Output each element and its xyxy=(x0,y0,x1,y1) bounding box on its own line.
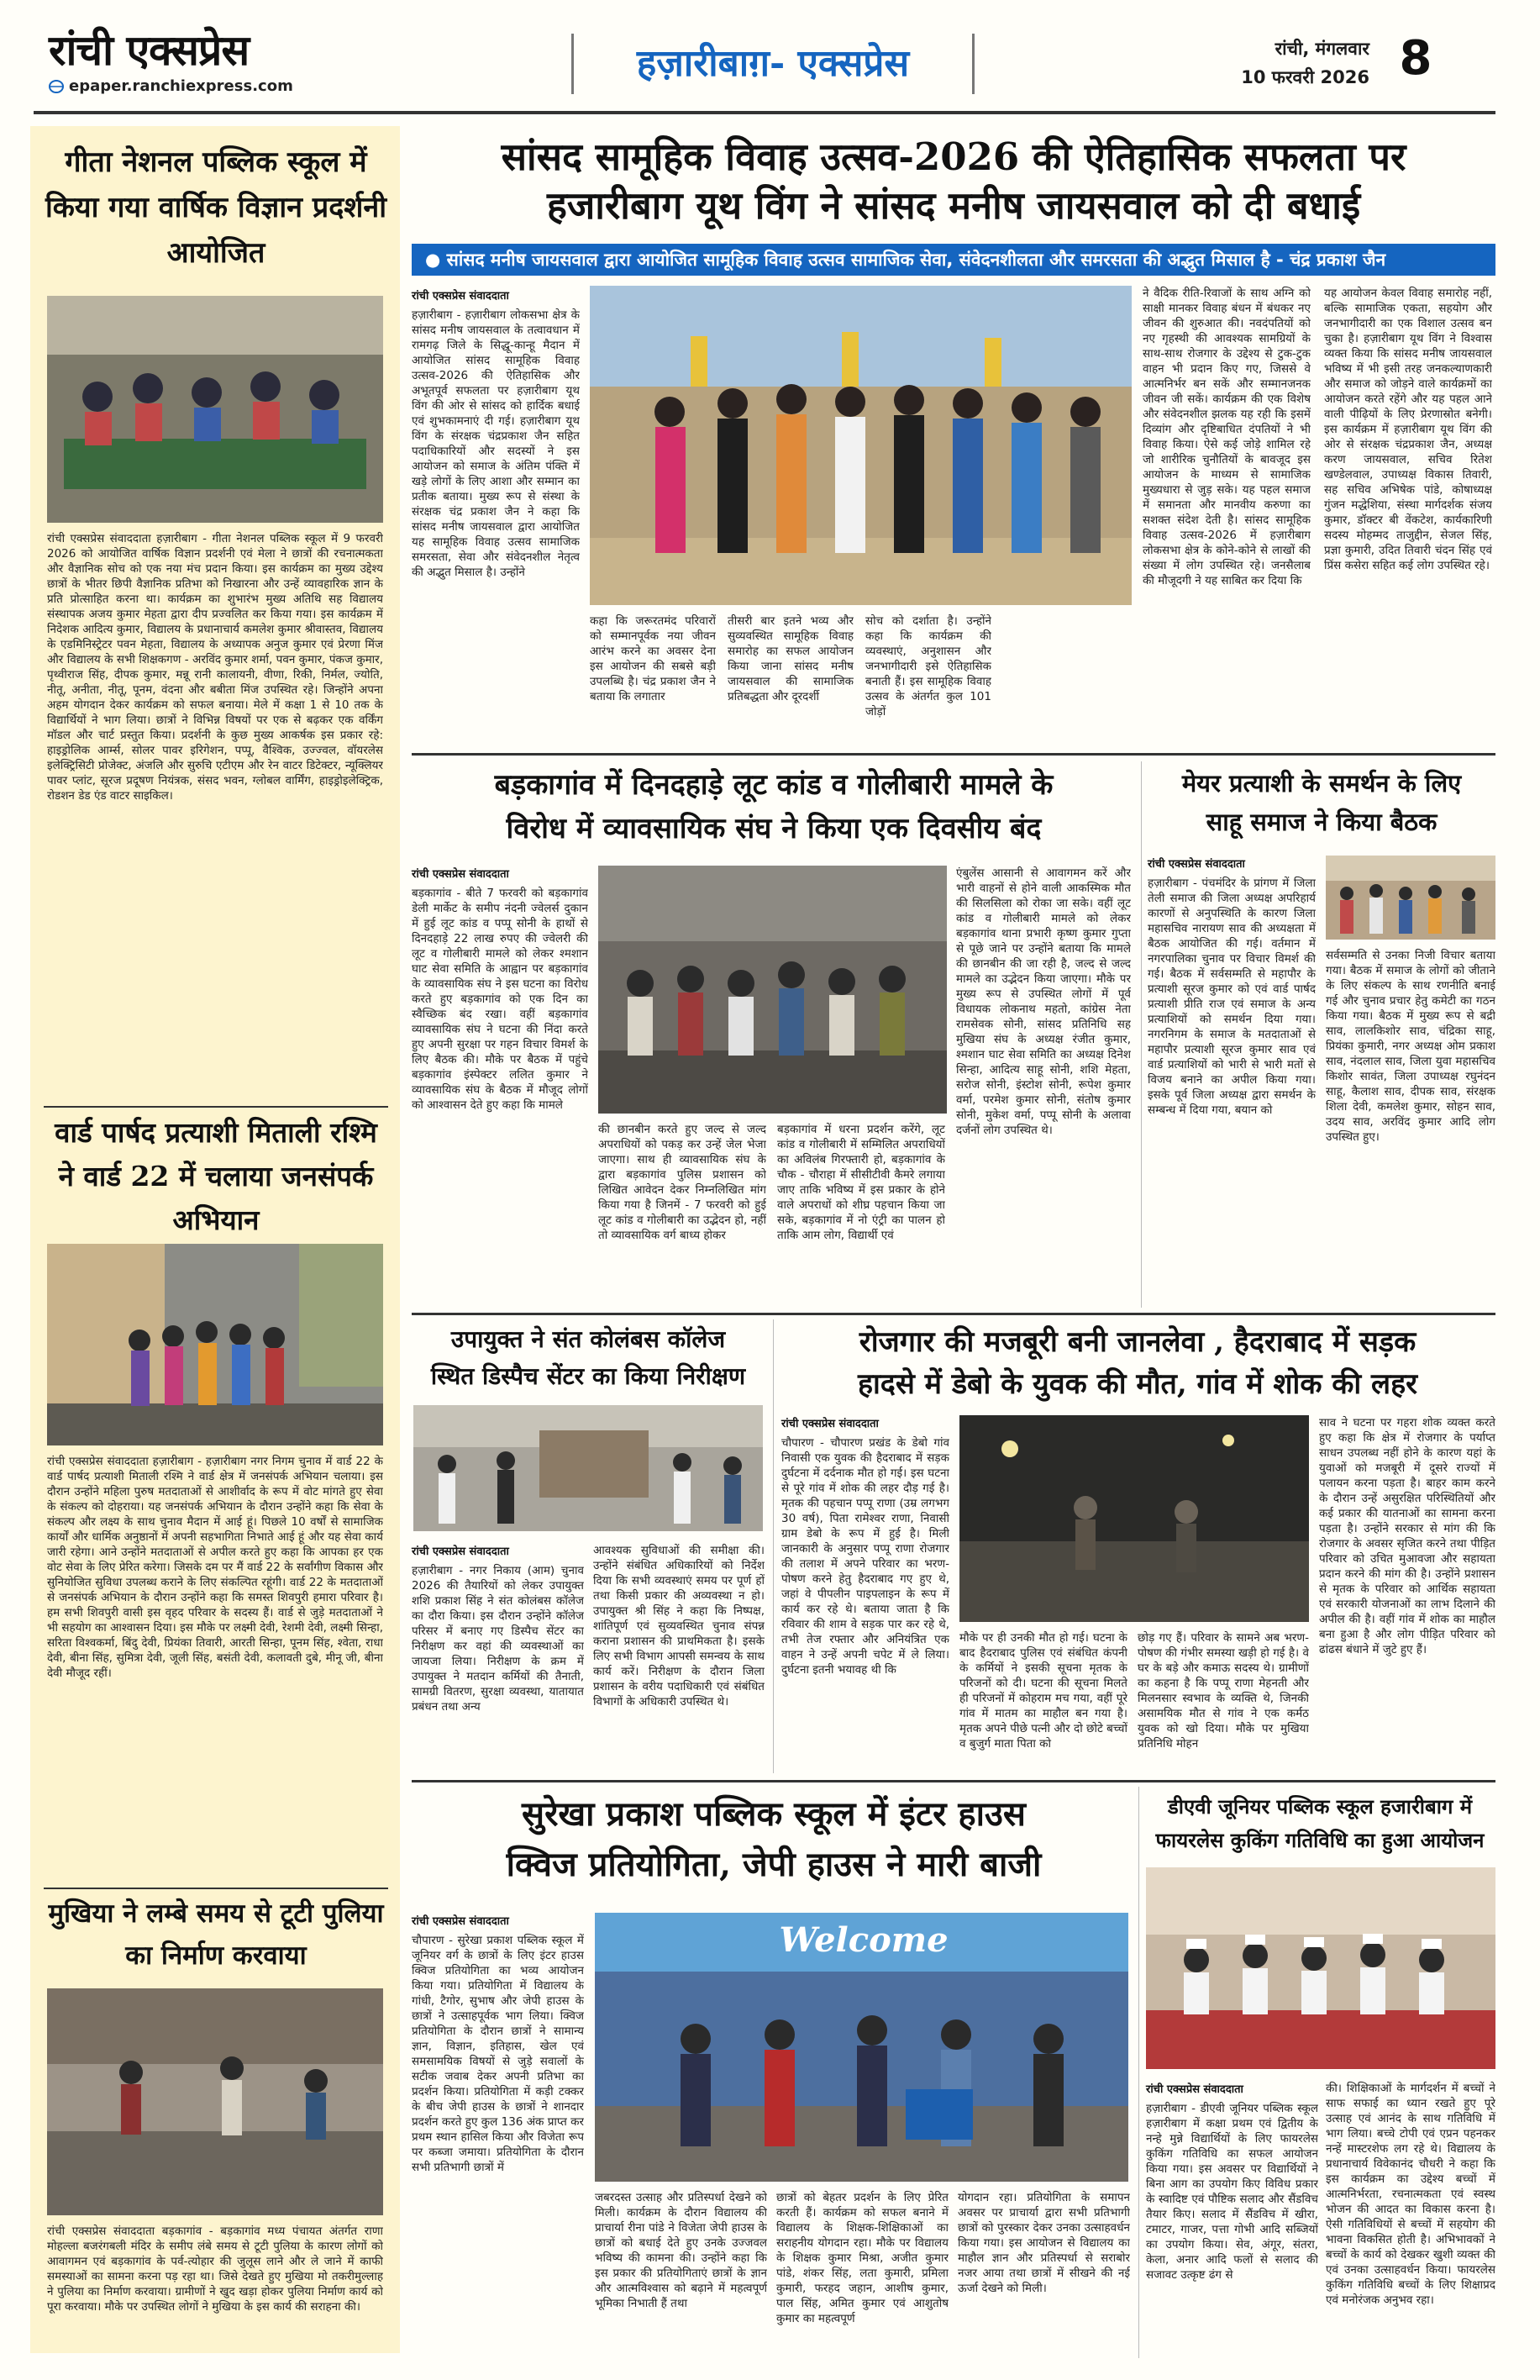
fireless-cooking-photo xyxy=(1146,1867,1495,2069)
mayor-headline-line2: साहू समाज ने किया बैठक xyxy=(1206,808,1438,836)
ward-campaign-photo xyxy=(47,1244,383,1445)
page-number: 8 xyxy=(1399,31,1432,86)
lead-headline-line2: हजारीबाग यूथ विंग ने सांसद मनीष जायसवाल को दी बधाई xyxy=(546,183,1361,228)
welcome-banner: Welcome xyxy=(779,1920,949,1960)
youth-wing-group-photo xyxy=(590,286,1132,605)
barkagaon-headline-line1: बड़कागांव में दिनदहाड़े लूट कांड व गोलीबारी मामले के xyxy=(494,768,1054,802)
dav-byline: रांची एक्सप्रेस संवाददाता xyxy=(1146,2083,1243,2096)
barkagaon-byline: रांची एक्सप्रेस संवाददाता xyxy=(412,868,509,881)
science-exhibition-photo xyxy=(47,296,383,523)
dc-inspection-headline-line2: स्थित डिस्पैच सेंटर का किया निरीक्षण xyxy=(430,1362,746,1390)
barkagaon-body-col3: बड़कागांव में धरना प्रदर्शन करेंगे, लूट कांड व गोलीबारी में सम्मिलित अपराधियों का अविलंब गिरफ्तारी हो, बड़कागांव के चौक - चौराहा में सीसीटीवी कैमरे लगाया जाए ताकि भविष्य में इस प्रकार के होने वाले अपराधों को शीघ्र पहचान किया जा सके, बड़कागांव में नो एंट्री का पालन हो ताकि आम लोग, विद्यार्थी एवं xyxy=(777,1123,945,1242)
lead-body-col6: यह आयोजन केवल विवाह समारोह नहीं, बल्कि सामाजिक एकता, सहयोग और जनभागीदारी का एक विशाल उत्सव बन चुका है। हज़ारीबाग यूथ विंग ने विश्वास व्यक्त किया कि सांसद मनीष जायसवाल भविष्य में भी इसी तरह जनकल्याणकारी और समाज को जोड़ने वाले कार्यक्रमों का आयोजन करते रहेंगे और यह पहल आने वाली पीढ़ियों के लिए प्रेरणास्रोत बनेगी। इस कार्यक्रम में हज़ारीबाग यूथ विंग की ओर से संरक्षक चंद्रप्रकाश जैन, अध्यक्ष करण जायसवाल, सचिव रितेश खण्डेलवाल, उपाध्यक्ष विकास तिवारी, सह सचिव अभिषेक पांडे, कोषाध्यक्ष गुंजन मद्धेशिया, संस्था मार्गदर्शक संजय कुमार, डॉक्टर बी वेंकटेश, कार्यकारिणी सदस्य मोहम्मद ताजुद्दीन, सेजल सिंह, प्रज्ञा कुमारी, उदित तिवारी चंदन सिंह एवं प्रिंस कसेरा सहित कई लोग उपस्थित रहे। xyxy=(1324,287,1492,572)
dc-byline: रांची एक्सप्रेस संवाददाता xyxy=(412,1545,509,1558)
quiz-body-col4: योगदान रहा। प्रतियोगिता के समापन अवसर पर प्राचार्या द्वारा सभी प्रतिभागी छात्रों को पुरस्कार देकर उनका उत्साहवर्धन किया गया। इस आयोजन से विद्यालय का माहौल ज्ञान और प्रतिस्पर्धा से सराबोर नजर आया तथा छात्रों में सीखने की नई ऊर्जा देखने को मिली। xyxy=(958,2191,1130,2295)
quiz-body-col2: जबरदस्त उत्साह और प्रतिस्पर्धा देखने को मिली। कार्यक्रम के दौरान विद्यालय की प्राचार्या रीना पांडे ने विजेता जेपी हाउस के छात्रों को बधाई देते हुए उनके उज्जवल भविष्य की कामना की। उन्होंने कहा कि इस प्रकार की प्रतियोगिताएं छात्रों के ज्ञान और आत्मविश्वास को बढ़ाने में महत्वपूर्ण भूमिका निभाती हैं तथा xyxy=(595,2191,767,2310)
dav-headline-line1: डीएवी जूनियर पब्लिक स्कूल हजारीबाग में xyxy=(1167,1794,1473,1819)
story-science-exhibition-body: रांची एक्सप्रेस संवाददाता हज़ारीबाग - गीता नेशनल पब्लिक स्कूल में 9 फरवरी 2026 को आयोजित वार्षिक विज्ञान प्रदर्शनी एवं मेला ने छात्रों की रचनात्मकता और वैज्ञानिक सोच को एक नया मंच प्रदान किया। इस कार्यक्रम का मुख्य उद्देश्य छात्रों के भीतर छिपी वैज्ञानिक प्रतिभा को निखारना और उन्हें व्यावहारिक ज्ञान के प्रति प्रोत्साहित करना था। कार्यक्रम का शुभारंभ मुख्य अतिथि सह विद्यालय संस्थापक अजय कुमार मेहता द्वारा दीप प्रज्वलित कर किया गया। इस कार्यक्रम में निदेशक आदित्य कुमार, विद्यालय के प्रधानाचार्य कमलेश कुमार श्रीवास्तव, विद्यालय के एडमिनिस्ट्रेटर पवन मेहता, विद्यालय के अध्यापक अनुज कुमार एवं प्रेरणा मिंज और विद्यालय के सभी शिक्षकगण - अरविंद कुमार शर्मा, पवन कुमार, पंकज कुमार, पृथ्वीराज सिंह, दीपक कुमार, मन्नू रानी कालायनी, वीणा, रिकी, निर्मल, ज्योति, नीतू, अनीता, नीतू, पूनम, वंदना और बबीता मिंज उपस्थित रहे। जिन्होंने अपना अहम योगदान देकर कार्यक्रम को सफल बनाया। मेले में कक्षा 1 से 10 तक के विद्यार्थियों ने भाग लिया। छात्रों ने विभिन्न विषयों पर एक से बढ़कर एक वर्किंग मॉडल और चार्ट प्रस्तुत किया। प्रदर्शनी के कुछ मुख्य आकर्षक इस प्रकार रहे: हाइड्रोलिक आर्म्स, सोलर पावर इरिगेशन, पप्पू, वैश्विक, उज्ज्वल, वॉयरलेस इलेक्ट्रिसिटी प्रोजेक्ट, अंजलि और सुरुचि एटीएम और रेन वाटर डिटेक्टर, न्यूक्लियर पावर प्लांट, सूरज प्रदूषण नियंत्रक, संसद भवन, ग्लोबल वार्मिंग, हाइड्रोइलेक्ट्रिक, रोडशन डेड एंड वाटर साइकिल। xyxy=(47,532,383,803)
lead-body-col1: हज़ारीबाग - हज़ारीबाग लोकसभा क्षेत्र के सांसद मनीष जायसवाल के तत्वावधान में रामगढ़ जिले के सिद्धू-कान्हू मैदान में आयोजित सांसद सामूहिक विवाह उत्सव-2026 की ऐतिहासिक और अभूतपूर्व सफलता पर हज़ारीबाग यूथ विंग की ओर से सांसद को हार्दिक बधाई एवं शुभकामनाएं दी गई। हज़ारीबाग यूथ विंग के संरक्षक चंद्रप्रकाश जैन सहित पदाधिकारियों और सदस्यों ने इस आयोजन को समाज के अंतिम पंक्ति में खड़े लोगों के लिए आशा और सम्मान का प्रतीक बताया। मुख्य रूप से संस्था के संरक्षक चंद्र प्रकाश जैन ने कहा कि सांसद मनीष जायसवाल द्वारा आयोजित यह सामूहिक विवाह उत्सव सामाजिक समरसता, सेवा और संवेदनशील नेतृत्व की अद्भुत मिसाल है। उन्होंने xyxy=(412,308,580,579)
date-city-day: रांची, मंगलवार xyxy=(1275,39,1369,59)
divider xyxy=(412,1313,1495,1315)
mayor-byline: रांची एक्सप्रेस संवाददाता xyxy=(1148,858,1245,871)
date: 10 फरवरी 2026 xyxy=(1241,67,1369,87)
sahu-samaj-photo xyxy=(1326,856,1495,940)
site-url[interactable]: epaper.ranchiexpress.com xyxy=(69,77,293,95)
lead-byline: रांची एक्सप्रेस संवाददाता xyxy=(412,290,509,303)
story-ward-candidate-headline: वार्ड पार्षद प्रत्याशी मिताली रश्मि ने वार्ड 22 में चलाया जनसंपर्क अभियान xyxy=(55,1116,377,1236)
mayor-body-col2: सर्वसम्मति से उनका निजी विचार बताया गया। बैठक में समाज के लोगों को जीताने के लिए संकल्प के साथ रणनीति बनाई गई और चुनाव प्रचार हेतु कमेटी का गठन किया गया। बैठक में मुख्य रूप से बद्री साव, लालकिशोर साव, चंद्रिका साहू, प्रियंका कुमारी, नगर अध्यक्ष ओम प्रकाश साव, नंदलाल साव, जिला युवा महासचिव किशोर सावंत, जिला उपाध्यक्ष रघुनंदन साहू, कैलाश साव, दीपक साव, संरक्षक शिला देवी, कमलेश कुमार, सोहन साव, उदय साव, अरविंद कुमार आदि लोग उपस्थित हुए। xyxy=(1326,949,1495,1144)
quiz-body-col1: चौपारण - सुरेखा प्रकाश पब्लिक स्कूल में जूनियर वर्ग के छात्रों के लिए इंटर हाउस क्विज प्रतियोगिता का भव्य आयोजन किया गया। प्रतियोगिता में विद्यालय के गांधी, टैगोर, सुभाष और जेपी हाउस के छात्रों ने उत्साहपूर्वक भाग लिया। क्विज प्रतियोगिता के दौरान छात्रों ने सामान्य ज्ञान, विज्ञान, इतिहास, खेल एवं समसामयिक विषयों से जुड़े सवालों के सटीक जवाब देकर अपनी प्रतिभा का प्रदर्शन किया। प्रतियोगिता में कड़ी टक्कर के बीच जेपी हाउस के छात्रों ने शानदार प्रदर्शन करते हुए कुल 136 अंक प्राप्त कर प्रथम स्थान हासिल किया और विजेता रूप पर कब्जा जमाया। प्रतियोगिता के दौरान सभी प्रतिभागी छात्रों में xyxy=(412,1934,584,2174)
divider xyxy=(1141,761,1142,1308)
hyderabad-byline: रांची एक्सप्रेस संवाददाता xyxy=(781,1418,879,1430)
hyderabad-body-col1: चौपारण - चौपारण प्रखंड के डेबो गांव निवासी एक युवक की हैदराबाद में सड़क दुर्घटना में दर्दनाक मौत हो गई। इस घटना से पूरे गांव में शोक की लहर दौड़ गई है। मृतक की पहचान पप्पू राणा (उम्र लगभग 30 वर्ष), पिता रामेश्वर राणा, निवासी ग्राम डेबो के रूप में हुई है। मिली जानकारी के अनुसार पप्पू राणा रोजगार की तलाश में अपने परिवार का भरण-पोषण करने हेतु हैदराबाद गए हुए थे, जहां वे पीपलीन पाइपलाइन के रूप में कार्य कर रहे थे। बताया जाता है कि रविवार की शाम वे सड़क पार कर रहे थे, तभी तेज रफ्तार और अनियंत्रित एक वाहन ने उन्हें अपनी चपेट में ले लिया। दुर्घटना इतनी भयावह थी कि xyxy=(781,1436,949,1677)
barkagaon-body-col1: बड़कागांव - बीते 7 फरवरी को बड़कागांव डेली मार्केट के समीप नंदनी ज्वेलर्स दुकान में हुई लूट कांड व पप्पू सोनी के हाथों से दिनदहाड़े 22 लाख रुपए की ज्वेलरी की लूट व गोलीबारी मामले को लेकर श्मशान घाट सेवा समिति के आह्वान पर बड़कागांव के व्यावसायिक संघ ने इस घटना का विरोध करते हुए बड़कागांव को एक दिन का स्वैच्छिक बंद रखा। वहीं बड़कागांव व्यावसायिक संघ ने घटना की निंदा करते हुए अपनी सुरक्षा पर गहन विचार विमर्श के लिए बैठक की। मौके पर बैठक में पहुंचे बड़कागांव इंस्पेक्टर ललित कुमार ने व्यावसायिक संघ के बैठक में मौजूद लोगों को आश्वासन देते हुए कहा कि मामले xyxy=(412,887,588,1112)
divider xyxy=(44,1106,388,1108)
masthead-rule xyxy=(34,111,1495,114)
divider xyxy=(1138,1787,1139,2358)
hyderabad-headline-line1: रोजगार की मजबूरी बनी जानलेवा , हैदराबाद में सड़क xyxy=(859,1325,1416,1359)
story-culvert-headline: मुखिया ने लम्बे समय से टूटी पुलिया का निर्माण करवाया xyxy=(48,1898,384,1971)
quiz-byline: रांची एक्सप्रेस संवाददाता xyxy=(412,1915,509,1928)
lead-body-col3: तीसरी बार इतने भव्य और सुव्यवस्थित सामूहिक विवाह समारोह का सफल आयोजन किया जाना सांसद मनीष जायसवाल की सामाजिक प्रतिबद्धता और दूरदर्शी xyxy=(728,614,854,703)
section-title: हज़ारीबाग़- एक्सप्रेस xyxy=(571,34,975,94)
barkagaon-body-col2: की छानबीन करते हुए जल्द से जल्द अपराधियों को पकड़ कर उन्हें जेल भेजा जाएगा। साथ ही व्यावसायिक संघ के द्वारा बड़कागांव पुलिस प्रशासन को लिखित आवेदन देकर निम्नलिखित मांग किया गया है जिनमें - 7 फरवरी को हुई लूट कांड व गोलीबारी का उद्भेदन हो, नहीं तो व्यावसायिक वर्ग बाध्य होकर xyxy=(598,1123,766,1242)
barkagaon-headline-line2: विरोध में व्यावसायिक संघ ने किया एक दिवसीय बंद xyxy=(506,812,1042,845)
story-science-exhibition-headline: गीता नेशनल पब्लिक स्कूल में किया गया वार्षिक विज्ञान प्रदर्शनी आयोजित xyxy=(45,145,387,270)
lead-subhead: ● सांसद मनीष जायसवाल द्वारा आयोजित सामूहिक विवाह उत्सव सामाजिक सेवा, संवेदनशीलता और समरसता की अद्भुत मिसाल है - चंद्र प्रकाश जैन xyxy=(412,244,1495,276)
lead-body-col5: ने वैदिक रीति-रिवाजों के साथ अग्नि को साक्षी मानकर विवाह बंधन में बंधकर नए जीवन की शुरुआत की। नवदंपतियों को नए गृहस्थी की आवश्यक सामग्रियों के साथ-साथ रोजगार के उद्देश्य से टुक-टुक वाहन भी प्रदान किए गए, जिससे वे आत्मनिर्भर बन सकें और सम्मानजनक जीवन जी सकें। कार्यक्रम की एक विशेष और संवेदनशील झलक यह रही कि इसमें दिव्यांग और दृष्टिबाधित दंपतियों ने भी विवाह किया। ऐसे कई जोड़े शामिल रहे जो शारीरिक चुनौतियों के बावजूद इस आयोजन के माध्यम से सामाजिक मुख्यधारा से जुड़ सके। यह पहल समाज में समानता और मानवीय करुणा का सशक्त संदेश देती है। सांसद सामूहिक विवाह उत्सव-2026 में हज़ारीबाग लोकसभा क्षेत्र के कोने-कोने से लाखों की संख्या में लोग उपस्थित रहे। जनसैलाब की मौजूदगी ने यह साबित कर दिया कि xyxy=(1143,287,1311,587)
hyderabad-body-col2: मौके पर ही उनकी मौत हो गई। घटना के बाद हैदराबाद पुलिस एवं संबंधित कंपनी के कर्मियों ने इसकी सूचना मृतक के परिजनों को दी। घटना की सूचना मिलते ही परिजनों में कोहराम मच गया, वहीं पूरे गांव में मातम का माहौल बन गया है। मृतक अपने पीछे पत्नी और दो छोटे बच्चों व बुजुर्ग माता पिता को xyxy=(959,1631,1127,1751)
dav-body-col2: की। शिक्षिकाओं के मार्गदर्शन में बच्चों ने साफ सफाई का ध्यान रखते हुए पूरे उत्साह एवं आनंद के साथ गतिविधि में भाग लिया। बच्चे टोपी एवं एप्रन पहनकर नन्हें मास्टरशेफ लग रहे थे। विद्यालय के प्रधानाचार्य विवेकानंद चौधरी ने कहा कि इस कार्यक्रम का उद्देश्य बच्चों में आत्मनिर्भरता, रचनात्मकता एवं स्वस्थ भोजन की आदत का विकास करना है। ऐसी गतिविधियों से बच्चों में सहयोग की भावना विकसित होती है। अभिभावकों ने बच्चों के कार्य को देखकर खुशी व्यक्त की एवं उनका उत्साहवर्धन किया। फायरलेस कुकिंग गतिविधि बच्चों के लिए शिक्षाप्रद एवं मनोरंजक अनुभव रहा। xyxy=(1326,2082,1495,2307)
dc-inspection-photo xyxy=(413,1405,763,1531)
dc-body-col1: हज़ारीबाग - नगर निकाय (आम) चुनाव 2026 की तैयारियों को लेकर उपायुक्त शशि प्रकाश सिंह ने संत कोलंबस कॉलेज का दौरा किया। इस दौरान उन्होंने कॉलेज परिसर में बनाए गए डिस्पैच सेंटर का निरीक्षण कर वहां की व्यवस्थाओं का जायजा लिया। निरीक्षण के क्रम में उपायुक्त ने मतदान कर्मियों की तैनाती, सामग्री वितरण, सुरक्षा व्यवस्था, यातायात प्रबंधन तथा अन्य xyxy=(412,1564,584,1714)
dav-headline-line2: फायरलेस कुकिंग गतिविधि का हुआ आयोजन xyxy=(1155,1828,1485,1852)
hyderabad-body-col3: छोड़ गए हैं। परिवार के सामने अब भरण-पोषण की गंभीर समस्या खड़ी हो गई है। वे घर के बड़े और कमाऊ सदस्य थे। ग्रामीणों का कहना है कि पप्पू राणा मेहनती और मिलनसार स्वभाव के व्यक्ति थे, जिनकी असामयिक मौत से गांव ने एक कर्मठ युवक को खो दिया। मौके पर मुखिया प्रतिनिधि मोहन xyxy=(1138,1631,1309,1751)
culvert-construction-photo xyxy=(47,1988,383,2215)
story-culvert-body: रांची एक्सप्रेस संवाददाता बड़कागांव - बड़कागांव मध्य पंचायत अंतर्गत राणा मोहल्ला बजरंगबली मंदिर के समीप लंबे समय से टूटी पुलिया के कारण लोगों को आवागमन एवं बड़कागांव के पर्व-त्योहार की जुलूस लाने और ले जाने में काफी समस्याओं का सामना करना पड़ रहा था। जिसे देखते हुए मुखिया मो तकरीमुल्लाह ने पुलिया का निर्माण करवाया। ग्रामीणों ने खुद खड़ा होकर पुलिया निर्माण कार्य को पूरा करवाया। मौके पर उपस्थित लोगों ने मुखिया के इस कार्य की सराहना की। xyxy=(47,2225,383,2314)
quiz-prize-photo xyxy=(595,1913,1128,2182)
story-ward-candidate-body: रांची एक्सप्रेस संवाददाता हज़ारीबाग - हज़ारीबाग नगर निगम चुनाव में वार्ड 22 के वार्ड पार्षद प्रत्याशी मिताली रश्मि ने वार्ड क्षेत्र में जनसंपर्क अभियान चलाया। इस दौरान उन्होंने महिला पुरुष मतदाताओं से आशीर्वाद के रूप में वोट मांगते हुए सेवा के संकल्प को दोहराया। यह जनसंपर्क अभियान के दौरान उन्होंने कहा कि सेवा के संकल्प और लक्ष्य के साथ चुनाव मैदान में आई हूं। पिछले 10 वर्षों से सामाजिक कार्यों और धार्मिक अनुष्ठानों में अपनी सहभागिता निभाते आई हूं और यह सेवा कार्य जारी रहेगा। आने उन्होंने मतदाताओं से अपील करते हुए कहा कि आपका हर एक वोट सेवा के लिए प्रेरित करेगा। जिसके दम पर मैं वार्ड 22 के सर्वांगीण विकास और सुनियोजित सुविधा उपलब्ध कराने के लिए संकल्पित रहूंगी। वार्ड 22 के मतदाताओं से जनसंपर्क अभियान के दौरान उन्होंने कहा कि समस्त शिवपुरी हमारा परिवार है। हम सभी शिवपुरी वासी इस वृहद परिवार के सदस्य हैं। वार्ड से जुड़े मतदाताओं ने भी सहयोग का आश्वासन दिया। इस मौके पर लक्ष्मी देवी, रेशमी देवी, लक्ष्मी सिन्हा, सरिता विश्वकर्मा, बिंदु देवी, प्रियंका तिवारी, आरती सिन्हा, पूनम सिंह, श्वेता, राधा देवी, बीना सिंह, सुमित्रा देवी, जूली सिंह, बसंती देवी, कलावती दुबे, मीनू जी, बीना देवी मौजूद रहीं। xyxy=(47,1455,383,1680)
accident-scene-photo xyxy=(959,1415,1309,1622)
quiz-headline-line1: सुरेखा प्रकाश पब्लिक स्कूल में इंटर हाउस xyxy=(522,1794,1026,1834)
divider xyxy=(412,1780,1495,1782)
hyderabad-headline-line2: हादसे में डेबो के युवक की मौत, गांव में शोक की लहर xyxy=(857,1367,1418,1401)
quiz-body-col3: छात्रों को बेहतर प्रदर्शन के लिए प्रेरित करती हैं। कार्यक्रम को सफल बनाने में विद्यालय के शिक्षक-शिक्षिकाओं का सराहनीय योगदान रहा। मौके पर विद्यालय के शिक्षक कुमार मिश्रा, अजीत कुमार पांडे, शंकर सिंह, लता कुमारी, प्रमिला कुमारी, फरहद जहान, आशीष कुमार, पाल सिंह, अमित कुमार एवं आशुतोष कुमार का महत्वपूर्ण xyxy=(776,2191,949,2325)
hyderabad-body-col4: साव ने घटना पर गहरा शोक व्यक्त करते हुए कहा कि क्षेत्र में रोजगार के पर्याप्त साधन उपलब्ध नहीं होने के कारण यहां के युवाओं को मजबूरी में दूसरे राज्यों में पलायन करना पड़ता है। बाहर काम करने के दौरान उन्हें असुरक्षित परिस्थितियों और कई प्रकार की यातनाओं का सामना करना पड़ता है। उन्होंने सरकार से मांग की कि रोजगार के अवसर सृजित करने तथा पीड़ित परिवार को उचित मुआवजा और सहायता प्रदान करने की मांग की है। उन्होंने प्रशासन से मृतक के परिवार को आर्थिक सहायता एवं सरकारी योजनाओं का लाभ दिलाने की अपील की है। वहीं गांव में शोक का माहौल बना हुआ है और लोग पीड़ित परिवार को ढांढस बंधाने में जुटे हुए हैं। xyxy=(1319,1416,1495,1656)
lead-body-col4: सोच को दर्शाता है। उन्होंने कहा कि कार्यक्रम की व्यवस्थाएं, अनुशासन और जनभागीदारी इसे ऐतिहासिक बनाती हैं। इस सामूहिक विवाह उत्सव के अंतर्गत कुल 101 जोड़ों xyxy=(865,614,991,719)
lead-headline-line1: सांसद सामूहिक विवाह उत्सव-2026 की ऐतिहासिक सफलता पर xyxy=(501,134,1406,179)
newspaper-logo: रांची एक्सप्रेस xyxy=(49,25,250,75)
barkagaon-meeting-photo xyxy=(598,866,947,1114)
divider xyxy=(44,1888,388,1889)
dc-body-col2: आवश्यक सुविधाओं की समीक्षा की। उन्होंने संबंधित अधिकारियों को निर्देश दिया कि सभी व्यवस्थाएं समय पर पूर्ण हों तथा किसी प्रकार की अव्यवस्था न हो। उपायुक्त श्री सिंह ने कहा कि निष्पक्ष, शांतिपूर्ण एवं सुव्यवस्थित चुनाव संपन्न कराना प्रशासन की प्राथमिकता है। इसके लिए सभी विभाग आपसी समन्वय के साथ कार्य करें। निरीक्षण के दौरान जिला प्रशासन के वरीय पदाधिकारी एवं संबंधित विभागों के अधिकारी उपस्थित थे। xyxy=(593,1544,765,1709)
dav-body-col1: हज़ारीबाग - डीएवी जूनियर पब्लिक स्कूल हज़ारीबाग में कक्षा प्रथम एवं द्वितीय के नन्हे मुन्ने विद्यार्थियों के लिए फायरलेस कुकिंग गतिविधि का सफल आयोजन किया गया। इस अवसर पर विद्यार्थियों ने बिना आग का उपयोग किए विविध प्रकार के स्वादिष्ट एवं पौष्टिक सलाद और सैंडविच तैयार किए। सलाद में सैंडविच में खीरा, टमाटर, गाजर, पत्ता गोभी आदि सब्जियों का उपयोग किया। सेव, अंगूर, संतरा, केला, अनार आदि फलों से सलाद की सजावट उत्कृष्ट ढंग से xyxy=(1146,2102,1318,2282)
mayor-body-col1: हज़ारीबाग - पंचमंदिर के प्रांगण में जिला तेली समाज की जिला अध्यक्ष अपरिहार्य कारणों से अनुपस्थिति के कारण जिला महासचिव नारायण साव की अध्यक्षता में बैठक आयोजित की गई। वर्तमान में नगरपालिका चुनाव पर विचार विमर्श की गई। बैठक में सर्वसम्मति से महापौर के प्रत्याशी सूरज कुमार को एवं वार्ड पार्षद प्रत्याशी प्रीति राज एवं समाज के अन्य प्रत्याशियों को समर्थन दिया गया। नगरनिगम के समाज के मतदाताओं से महापौर प्रत्याशी सूरज कुमार साव एवं वार्ड प्रत्याशियों को भारी से भारी मतों से विजय बनाने का अपील किया गया। इसके पूर्व जिला अध्यक्ष द्वारा समर्थन के सम्बन्ध में दिया गया, बयान को xyxy=(1148,877,1316,1117)
mayor-headline-line1: मेयर प्रत्याशी के समर्थन के लिए xyxy=(1181,769,1462,798)
globe-icon xyxy=(49,80,64,93)
divider xyxy=(412,753,1495,756)
barkagaon-body-col4: एंबुलेंस आसानी से आवागमन करें और भारी वाहनों से होने वाली आकस्मिक मौत की सिलसिला को रोका जा सके। वहीं लूट कांड व गोलीबारी मामले को लेकर बड़कागांव थाना प्रभारी कृष्ण कुमार गुप्ता से पूछे जाने पर उन्होंने बताया कि मामले की छानबीन की जा रही है, जल्द से जल्द मामले का उद्भेदन किया जाएगा। मौके पर मुख्य रूप से उपस्थित लोगों में पूर्व विधायक लोकनाथ महतो, कांग्रेस नेता रामसेवक सोनी, सांसद प्रतिनिधि सह मुखिया संघ के अध्यक्ष रंजीत कुमार, श्मशान घाट सेवा समिति का अध्यक्ष दिनेश सिन्हा, आदित्य साहू सोनी, शशि मेहता, सरोज सोनी, इंस्टोश सोनी, रूपेश कुमार वर्मा, परमेश कुमार सोनी, संतोष कुमार सोनी, मुकेश वर्मा, पप्पू सोनी के अलावा दर्जनों लोग उपस्थित थे। xyxy=(956,866,1131,1137)
divider xyxy=(773,1319,774,1773)
quiz-headline-line2: क्विज प्रतियोगिता, जेपी हाउस ने मारी बाजी xyxy=(506,1845,1042,1884)
dc-inspection-headline-line1: उपायुक्त ने संत कोलंबस कॉलेज xyxy=(450,1325,726,1353)
lead-body-col2: कहा कि जरूरतमंद परिवारों को सम्मानपूर्वक नया जीवन आरंभ करने का अवसर देना इस आयोजन की सबसे बड़ी उपलब्धि है। चंद्र प्रकाश जैन ने बताया कि लगातार xyxy=(590,614,716,703)
